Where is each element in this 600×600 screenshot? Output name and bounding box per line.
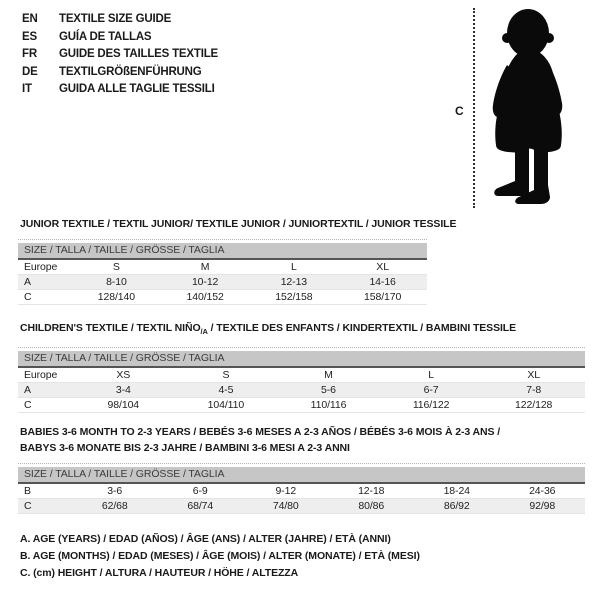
size-cell: M [161,260,250,275]
babies-title-line-1: BABIES 3-6 MONTH TO 2-3 YEARS / BEBÉS 3-6 MESES A 2-3 AÑOS / BÉBÉS 3-6 MOIS À 2-3 ANS / [20,426,501,438]
size-header-bar: SIZE / TALLA / TAILLE / GRÖSSE / TAGLIA [18,243,427,260]
value-cell: 152/158 [250,290,339,305]
size-header-bar: SIZE / TALLA / TAILLE / GRÖSSE / TAGLIA [18,351,585,368]
value-cell: 158/170 [338,290,427,305]
title-text: / TEXTILE DES ENFANTS / KINDERTEXTIL / BAMBINI TESSILE [207,322,517,334]
language-title: TEXTILE SIZE GUIDE [59,13,172,25]
babies-textile-section [18,424,585,514]
row-label: C [18,290,72,305]
value-cell: 12-18 [329,484,415,499]
value-cell: 98/104 [72,398,175,413]
value-cell: 14-16 [338,275,427,290]
language-row-de [22,64,218,82]
footnote-b: B. AGE (MONTHS) / EDAD (MESES) / ÂGE (MOIS) / ALTER (MONATE) / ETÀ (MESI) [20,549,420,562]
childrens-textile-section [18,320,585,413]
footnotes [20,531,420,581]
language-title: GUÍA DE TALLAS [59,30,152,43]
row-label: Europe [18,368,72,383]
childrens-textile-table [18,368,585,413]
table-row [18,368,585,383]
value-cell: 18-24 [414,484,500,499]
size-header-bar: SIZE / TALLA / TAILLE / GRÖSSE / TAGLIA [18,467,585,484]
table-row [18,484,585,499]
row-label: B [18,484,72,499]
language-title: GUIDA ALLE TAGLIE TESSILI [59,83,215,95]
language-title: GUIDE DES TAILLES TEXTILE [59,48,218,60]
language-row-it [22,81,218,99]
size-cell: XL [482,368,585,383]
value-cell: 4-5 [175,383,278,398]
value-cell: 6-7 [380,383,483,398]
table-row [18,290,427,305]
value-cell: 62/68 [72,499,158,514]
value-cell: 122/128 [482,398,585,413]
table-row [18,260,427,275]
value-cell: 110/116 [277,398,380,413]
language-code: ES [22,30,37,43]
value-cell: 128/140 [72,290,161,305]
size-cell: S [175,368,278,383]
size-cell: XL [338,260,427,275]
babies-title-line-2: BABYS 3-6 MONATE BIS 2-3 JAHRE / BAMBINI 3-6 MESI A 2-3 ANNI [20,442,350,454]
section-top-rule [18,347,585,348]
childrens-textile-title [20,320,585,340]
size-cell: L [380,368,483,383]
value-cell: 9-12 [243,484,329,499]
row-label: A [18,275,72,290]
value-cell: 92/98 [500,499,586,514]
value-cell: 74/80 [243,499,329,514]
language-row-es [22,29,218,47]
row-label: A [18,383,72,398]
value-cell: 10-12 [161,275,250,290]
height-measure-label: C [455,104,464,118]
baby-silhouette-icon [481,5,576,207]
junior-textile-section [18,216,457,305]
language-row-fr [22,46,218,64]
footnote-a: A. AGE (YEARS) / EDAD (AÑOS) / ÂGE (ANS) / ALTER (JAHRE) / ETÀ (ANNI) [20,533,391,545]
size-cell: M [277,368,380,383]
language-code: EN [22,13,38,25]
section-top-rule [18,239,427,240]
size-cell: L [250,260,339,275]
language-code: DE [22,65,38,78]
babies-textile-table [18,484,585,514]
table-row [18,398,585,413]
size-cell: S [72,260,161,275]
junior-textile-title: JUNIOR TEXTILE / TEXTIL JUNIOR/ TEXTILE JUNIOR / JUNIORTEXTIL / JUNIOR TESSILE [20,218,457,230]
row-label: Europe [18,260,72,275]
language-code: IT [22,83,32,95]
value-cell: 12-13 [250,275,339,290]
value-cell: 68/74 [158,499,244,514]
value-cell: 8-10 [72,275,161,290]
value-cell: 5-6 [277,383,380,398]
footnote-c: C. (cm) HEIGHT / ALTURA / HAUTEUR / HÖHE / ALTEZZA [20,566,299,579]
junior-textile-table [18,260,427,305]
value-cell: 7-8 [482,383,585,398]
language-list [22,11,218,99]
table-row [18,275,427,290]
value-cell: 140/152 [161,290,250,305]
table-row [18,499,585,514]
row-label: C [18,499,72,514]
value-cell: 104/110 [175,398,278,413]
value-cell: 80/86 [329,499,415,514]
height-measure-dotted-line [473,8,475,208]
title-subscript: /A [200,327,208,337]
size-cell: XS [72,368,175,383]
language-title: TEXTILGRÖßENFÜHRUNG [59,65,202,78]
row-label: C [18,398,72,413]
value-cell: 86/92 [414,499,500,514]
title-text: CHILDREN'S TEXTILE / TEXTIL NIÑO [20,322,201,334]
value-cell: 24-36 [500,484,586,499]
value-cell: 6-9 [158,484,244,499]
language-row-en [22,11,218,29]
table-row [18,383,585,398]
section-top-rule [18,463,585,464]
value-cell: 3-6 [72,484,158,499]
language-code: FR [22,48,37,60]
value-cell: 116/122 [380,398,483,413]
value-cell: 3-4 [72,383,175,398]
